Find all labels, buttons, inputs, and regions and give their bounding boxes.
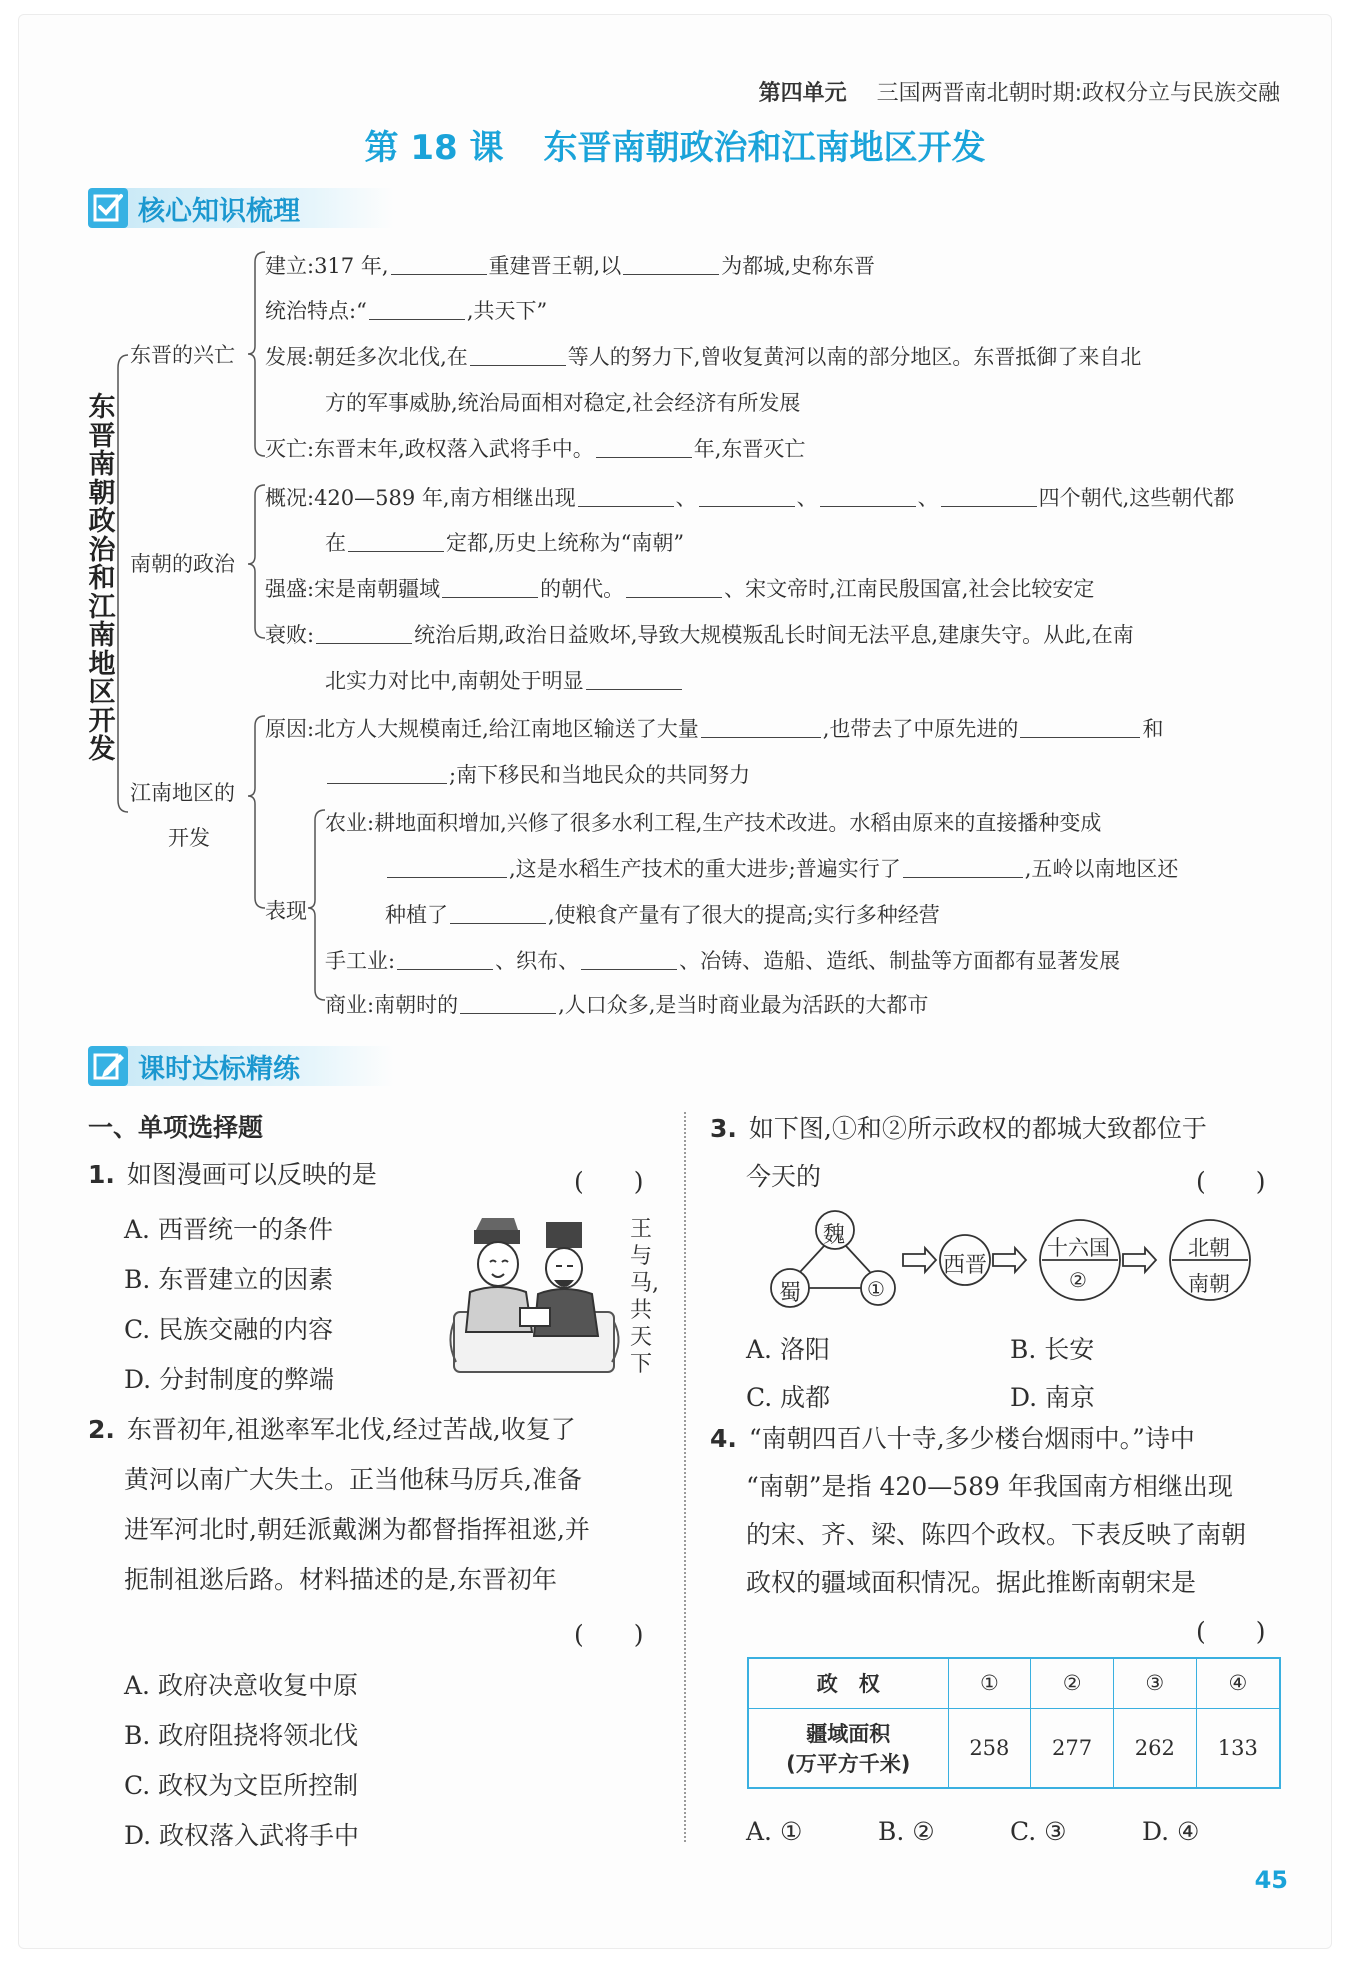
section-knowledge-title: 核心知识梳理 — [138, 195, 300, 227]
mm-b1-1: 建立:317 年, 重建晋王朝,以 为都城,史称东晋 — [265, 254, 875, 278]
node-circle-1: ① — [867, 1277, 885, 1301]
q1-option-a[interactable]: A. 西晋统一的条件 — [124, 1215, 333, 1244]
mm-b3-2-3: 商业:南朝时的 ,人口众多,是当时商业最为活跃的大都市 — [325, 993, 929, 1017]
branch-dongjin: 东晋的兴亡 — [130, 343, 235, 367]
branch-nanchao: 南朝的政治 — [130, 552, 235, 576]
q4-option-a[interactable]: A. ① — [746, 1817, 803, 1846]
mm-b3-1d: ;南下移民和当地民众的共同努力 — [325, 760, 750, 790]
blank[interactable] — [586, 668, 682, 690]
q2-option-b[interactable]: B. 政府阻挠将领北伐 — [124, 1721, 359, 1750]
table-cell: 133 — [1196, 1708, 1280, 1788]
mm-b1-3: 发展:朝廷多次北伐,在 等人的努力下,曾收复黄河以南的部分地区。东晋抵御了来自北 — [265, 345, 1142, 369]
node-shu: 蜀 — [779, 1281, 802, 1306]
mm-b1-2: 统治特点:“ ,共天下” — [265, 299, 548, 323]
blank[interactable] — [369, 298, 465, 320]
page-number: 45 — [1254, 1866, 1288, 1894]
q2-option-a[interactable]: A. 政府决意收复中原 — [124, 1671, 358, 1700]
q3-stem-line-2: 今天的 — [746, 1162, 822, 1191]
table-col-1: ① — [948, 1658, 1031, 1708]
q3-option-c[interactable]: C. 成都 — [746, 1383, 831, 1412]
blank[interactable] — [596, 436, 692, 458]
table-cell: 277 — [1031, 1708, 1114, 1788]
blank[interactable] — [699, 485, 795, 507]
blank[interactable] — [348, 530, 444, 552]
table-row-label: 疆域面积 (万平方千米) — [748, 1708, 948, 1788]
mm-b1-4: 灭亡:东晋末年,政权落入武将手中。 年,东晋灭亡 — [265, 437, 806, 461]
table-cell: 258 — [948, 1708, 1031, 1788]
blank[interactable] — [450, 902, 546, 924]
blank[interactable] — [1020, 716, 1140, 738]
table-header-label: 政 权 — [748, 1658, 948, 1708]
blank[interactable] — [903, 856, 1023, 878]
q3-option-b[interactable]: B. 长安 — [1010, 1335, 1095, 1364]
blank[interactable] — [470, 344, 566, 366]
blank[interactable] — [623, 253, 719, 275]
mm-b3-2-1: 农业:耕地面积增加,兴修了很多水利工程,生产技术改进。水稻由原来的直接播种变成 — [325, 811, 1102, 835]
mm-b3-2-2: 手工业: 、织布、 、冶铸、造船、造纸、制盐等方面都有显著发展 — [325, 949, 1121, 973]
q2-stem-line-4: 扼制祖逖后路。材料描述的是,东晋初年 — [124, 1565, 557, 1594]
section-practice-title: 课时达标精练 — [138, 1053, 300, 1085]
branch-jiangnan-1: 江南地区的 — [130, 781, 235, 805]
q2-stem-line-1: 2. 东晋初年,祖逖率军北伐,经过苦战,收复了 — [88, 1415, 576, 1444]
pencil-icon — [88, 1046, 128, 1086]
mm-b1-3c: 方的军事威胁,统治局面相对稳定,社会经济有所发展 — [325, 391, 801, 415]
node-wei: 魏 — [823, 1223, 846, 1248]
unit-number: 第四单元 — [758, 81, 847, 106]
mm-b3-2-label: 表现 — [265, 899, 307, 923]
table-cell: 262 — [1113, 1708, 1196, 1788]
blank[interactable] — [820, 485, 916, 507]
blank[interactable] — [941, 485, 1037, 507]
q1-option-c[interactable]: C. 民族交融的内容 — [124, 1315, 334, 1344]
blank[interactable] — [460, 992, 556, 1014]
mm-b2-3: 衰败: 统治后期,政治日益败坏,导致大规模叛乱长时间无法平息,建康失守。从此,在南 — [265, 623, 1134, 647]
node-beichao: 北朝 — [1188, 1236, 1230, 1260]
lesson-name: 东晋南朝政治和江南地区开发 — [543, 128, 986, 168]
mm-b2-1: 概况:420—589 年,南方相继出现 、 、 、 四个朝代,这些朝代都 — [265, 486, 1235, 510]
blank[interactable] — [626, 576, 722, 598]
mm-b2-2: 强盛:宋是南朝疆域 的朝代。 、宋文帝时,江南民殷国富,社会比较安定 — [265, 577, 1095, 601]
node-xijin: 西晋 — [943, 1253, 988, 1278]
blank[interactable] — [442, 576, 538, 598]
q4-option-d[interactable]: D. ④ — [1142, 1817, 1200, 1846]
blank[interactable] — [581, 948, 677, 970]
mindmap-root: 东晋南朝政治和江南地区开发 — [88, 392, 116, 765]
blank[interactable] — [701, 716, 821, 738]
q1-cartoon-caption: 王与马,共天下 — [630, 1217, 659, 1377]
column-divider — [684, 1112, 686, 1842]
section-practice-header — [88, 1044, 394, 1088]
q3-answer-paren[interactable]: ( ) — [1196, 1167, 1266, 1196]
q4-option-b[interactable]: B. ② — [878, 1817, 935, 1846]
branch-jiangnan-2: 开发 — [168, 826, 210, 850]
table-col-4: ④ — [1196, 1658, 1280, 1708]
node-circle-2: ② — [1069, 1268, 1087, 1292]
q2-stem-line-2: 黄河以南广大失土。正当他秣马厉兵,准备 — [124, 1465, 582, 1494]
mm-b3-1: 原因:北方人大规模南迁,给江南地区输送了大量 ,也带去了中原先进的 和 — [265, 717, 1164, 741]
mm-b3-2-1d: 种植了 ,使粮食产量有了很大的提高;实行多种经营 — [385, 903, 940, 927]
q1-answer-paren[interactable]: ( ) — [574, 1167, 644, 1196]
q4-stem-line-1: 4. “南朝四百八十寺,多少楼台烟雨中。”诗中 — [710, 1424, 1195, 1453]
blank[interactable] — [316, 622, 412, 644]
lesson-number: 第 18 课 — [364, 128, 504, 168]
territory-table — [747, 1657, 1281, 1789]
blank[interactable] — [578, 485, 674, 507]
q2-stem-line-3: 进军河北时,朝廷派戴渊为都督指挥祖逖,并 — [124, 1515, 590, 1544]
mm-b2-3c: 北实力对比中,南朝处于明显 — [325, 666, 684, 696]
question-type-heading: 一、单项选择题 — [88, 1113, 264, 1142]
mm-b3-2-1b: ,这是水稻生产技术的重大进步;普遍实行了 ,五岭以南地区还 — [385, 854, 1178, 884]
node-nanchao: 南朝 — [1188, 1272, 1230, 1296]
q1-option-d[interactable]: D. 分封制度的弊端 — [124, 1365, 335, 1394]
q1-stem: 1. 如图漫画可以反映的是 — [88, 1160, 377, 1189]
q3-stem-line-1: 3. 如下图,①和②所示政权的都城大致都位于 — [710, 1114, 1207, 1143]
q2-option-c[interactable]: C. 政权为文臣所控制 — [124, 1771, 359, 1800]
node-sixteen-kingdoms: 十六国 — [1047, 1236, 1110, 1260]
q4-stem-line-4: 政权的疆域面积情况。据此推断南朝宋是 — [746, 1568, 1197, 1597]
q4-stem-line-2: “南朝”是指 420—589 年我国南方相继出现 — [746, 1472, 1233, 1501]
q3-option-d[interactable]: D. 南京 — [1010, 1383, 1096, 1412]
q4-option-c[interactable]: C. ③ — [1010, 1817, 1067, 1846]
blank[interactable] — [391, 253, 487, 275]
blank[interactable] — [397, 948, 493, 970]
mm-b2-1b: 在 定都,历史上统称为“南朝” — [325, 531, 685, 555]
q1-option-b[interactable]: B. 东晋建立的因素 — [124, 1265, 334, 1294]
table-col-2: ② — [1031, 1658, 1114, 1708]
q4-stem-line-3: 的宋、齐、梁、陈四个政权。下表反映了南朝 — [746, 1520, 1247, 1549]
blank[interactable] — [327, 762, 447, 784]
q3-option-a[interactable]: A. 洛阳 — [746, 1335, 830, 1364]
q1-cartoon-image — [446, 1212, 626, 1382]
blank[interactable] — [387, 856, 507, 878]
table-col-3: ③ — [1113, 1658, 1196, 1708]
q2-answer-paren[interactable]: ( ) — [574, 1620, 644, 1649]
unit-title: 三国两晋南北朝时期:政权分立与民族交融 — [876, 81, 1280, 106]
q2-option-d[interactable]: D. 政权落入武将手中 — [124, 1821, 360, 1850]
q4-answer-paren[interactable]: ( ) — [1196, 1617, 1266, 1646]
